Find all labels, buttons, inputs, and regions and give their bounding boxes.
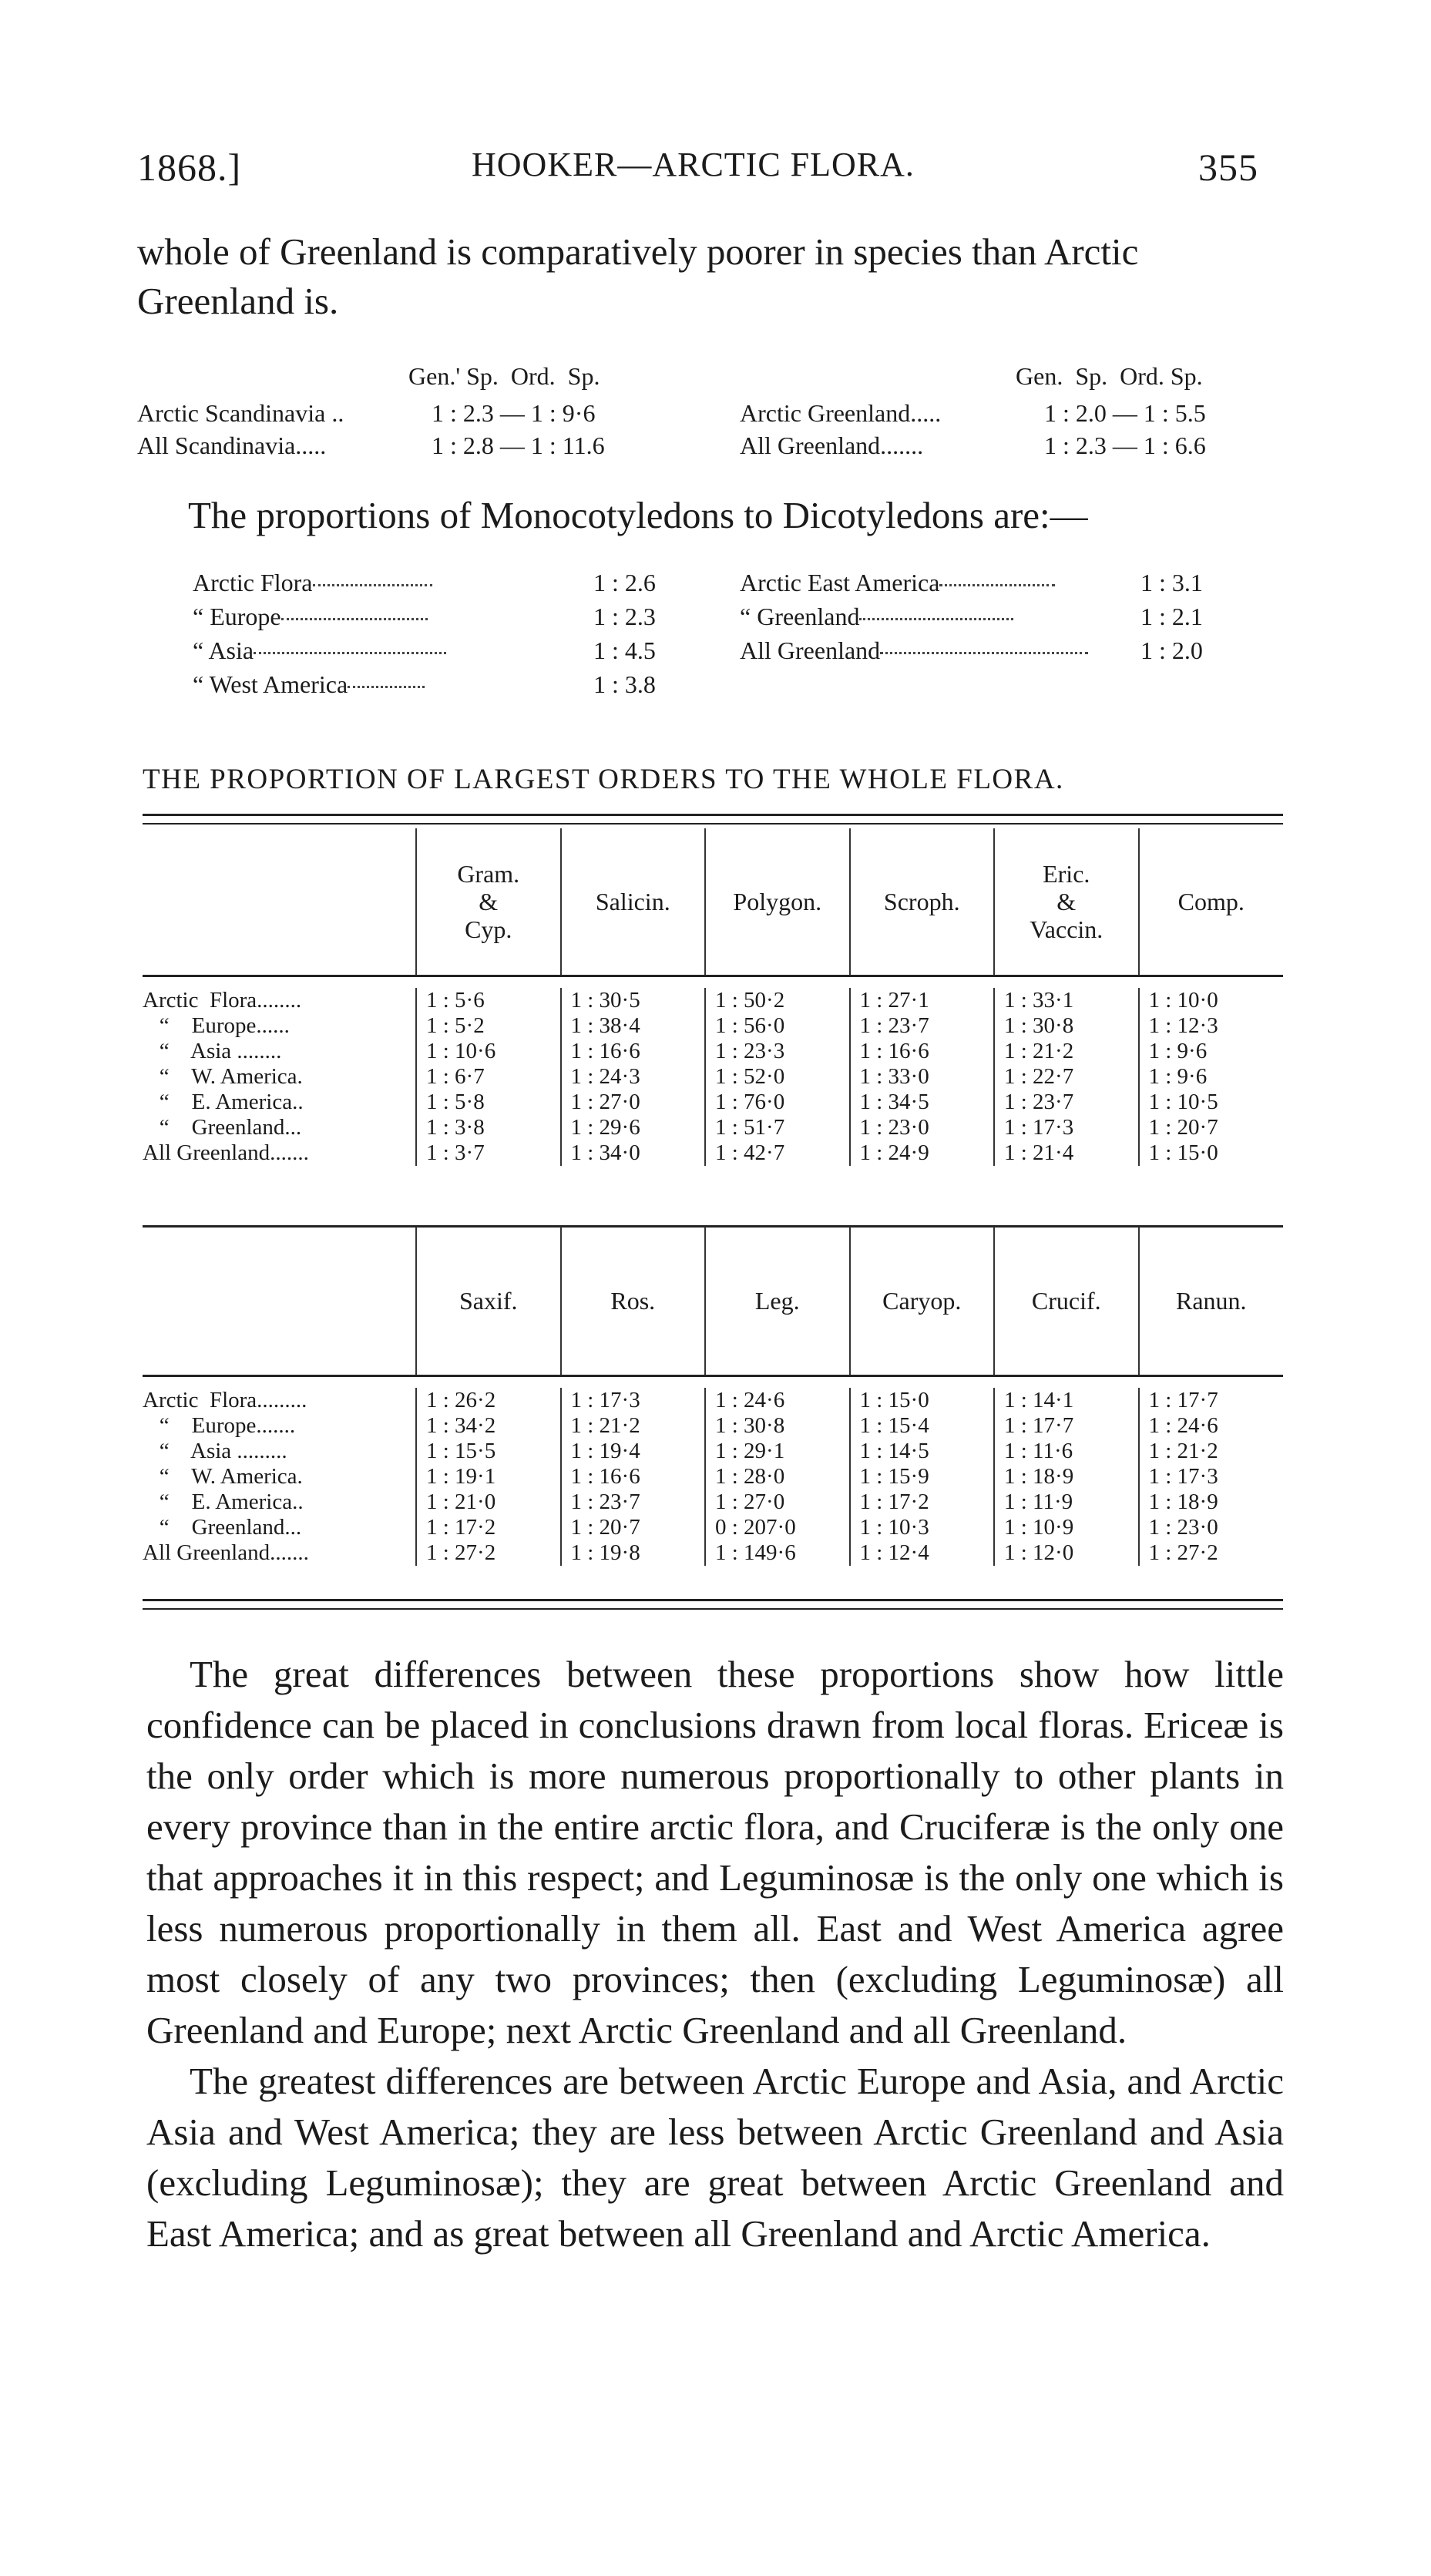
table-cell: 1 : 3·8 bbox=[416, 1115, 561, 1140]
table-cell: 1 : 33·1 bbox=[994, 988, 1139, 1013]
table-cell: 1 : 19·8 bbox=[561, 1540, 706, 1566]
table-cell: 1 : 17·7 bbox=[994, 1413, 1139, 1439]
paragraph-1: The great differences between these proportions show how little confidence can be placed in conclusions drawn from local floras. Ericeæ is the only order which is more numerous proportionally to other plants in every province than in the entire arctic flora, and Cruciferæ is the only one that approaches it in this respect; and Leguminosæ is the only one which is less numerous proportionally in them all. East and West America agree most closely of any two provinces; then (excluding Leguminosæ) all Greenland and Europe; next Arctic Greenland and all Greenland. bbox=[146, 1653, 1284, 2051]
row-label: Arctic Flora........ bbox=[143, 988, 302, 1013]
table-cell: 1 : 15·0 bbox=[850, 1388, 995, 1413]
table-row bbox=[143, 1490, 1283, 1515]
table-cell: 1 : 23·7 bbox=[561, 1490, 706, 1515]
paragraph-2: The greatest differences are between Arctic Europe and Asia, and Arctic Asia and West America; they are less between Arctic Greenland and Asia (excluding Leguminosæ); they are great between Arctic Greenland and East America; and as great between all Greenland and Arctic America. bbox=[146, 2060, 1284, 2255]
table-cell: 1 : 14·5 bbox=[850, 1439, 995, 1464]
mono-value: 1 : 2.6 bbox=[593, 569, 656, 596]
table-cell: 1 : 15·4 bbox=[850, 1413, 995, 1439]
table-cell: 1 : 29·1 bbox=[705, 1439, 850, 1464]
col-header-scroph: Scroph. bbox=[850, 828, 995, 976]
table-largest-orders-1 bbox=[143, 828, 1283, 1166]
table-cell: 1 : 21·2 bbox=[994, 1039, 1139, 1064]
mono-label: Arctic Flora bbox=[193, 569, 313, 596]
col-header-leg: Leg. bbox=[705, 1227, 850, 1376]
intro-line-2: Greenland is. bbox=[137, 280, 339, 322]
row-label: “ Greenland... bbox=[143, 1515, 302, 1540]
table-row bbox=[143, 1039, 1283, 1064]
table-cell: 1 : 30·8 bbox=[705, 1413, 850, 1439]
col-header-comp: Comp. bbox=[1139, 828, 1284, 976]
table-cell: 1 : 50·2 bbox=[705, 988, 850, 1013]
mono-label: All Greenland bbox=[740, 636, 881, 664]
table-cell: 1 : 9·6 bbox=[1139, 1039, 1284, 1064]
gen-right-value-2: 1 : 2.3 — 1 : 6.6 bbox=[1044, 432, 1206, 459]
col-header-gram-cyp: Gram. & Cyp. bbox=[416, 828, 561, 976]
mono-value: 1 : 2.1 bbox=[1140, 603, 1203, 630]
table-cell: 1 : 5·8 bbox=[416, 1090, 561, 1115]
table-cell: 1 : 38·4 bbox=[561, 1013, 706, 1039]
gen-left-label-2: All Scandinavia..... bbox=[137, 432, 327, 459]
table-cell: 1 : 12·0 bbox=[994, 1540, 1139, 1566]
table-row bbox=[143, 1439, 1283, 1464]
mono-left-row-4 bbox=[193, 670, 732, 699]
col-header-polygon: Polygon. bbox=[705, 828, 850, 976]
table-cell: 1 : 28·0 bbox=[705, 1464, 850, 1490]
table2-corner bbox=[143, 1227, 416, 1376]
table-cell: 1 : 23·7 bbox=[850, 1013, 995, 1039]
table-title: THE PROPORTION OF LARGEST ORDERS TO THE WHOLE FLORA. bbox=[143, 764, 1064, 795]
table-cell: 1 : 27·2 bbox=[416, 1540, 561, 1566]
table-row bbox=[143, 1413, 1283, 1439]
table-cell: 1 : 15·5 bbox=[416, 1439, 561, 1464]
col-header-ros: Ros. bbox=[561, 1227, 706, 1376]
gen-left-header: Gen.' Sp. Ord. Sp. bbox=[408, 362, 600, 390]
table2-bottom-rule bbox=[143, 1599, 1283, 1601]
table-cell: 1 : 17·7 bbox=[1139, 1388, 1284, 1413]
gen-left-label-1: Arctic Scandinavia .. bbox=[137, 399, 344, 427]
mono-label: “ West America bbox=[193, 670, 348, 698]
table-cell: 1 : 149·6 bbox=[705, 1540, 850, 1566]
table-row bbox=[143, 1115, 1283, 1140]
table-cell: 1 : 76·0 bbox=[705, 1090, 850, 1115]
table-cell: 1 : 20·7 bbox=[561, 1515, 706, 1540]
mono-right-row-3 bbox=[740, 636, 1279, 665]
table-cell: 1 : 10·9 bbox=[994, 1515, 1139, 1540]
gen-right-value-1: 1 : 2.0 — 1 : 5.5 bbox=[1044, 399, 1206, 427]
table-cell: 1 : 21·4 bbox=[994, 1140, 1139, 1166]
row-label: All Greenland....... bbox=[143, 1540, 309, 1565]
table-cell: 1 : 23·0 bbox=[1139, 1515, 1284, 1540]
table-cell: 1 : 17·2 bbox=[416, 1515, 561, 1540]
table-largest-orders-2 bbox=[143, 1227, 1283, 1566]
table1-header-row bbox=[143, 828, 1283, 976]
table-row bbox=[143, 1540, 1283, 1566]
mono-right-row-1 bbox=[740, 569, 1279, 597]
table-cell: 1 : 42·7 bbox=[705, 1140, 850, 1166]
gen-left-value-2: 1 : 2.8 — 1 : 11.6 bbox=[432, 432, 605, 459]
table-cell: 1 : 21·0 bbox=[416, 1490, 561, 1515]
header-year: 1868.] bbox=[137, 146, 242, 189]
header-title: HOOKER—ARCTIC FLORA. bbox=[472, 146, 915, 183]
gen-left-value-1: 1 : 2.3 — 1 : 9·6 bbox=[432, 399, 596, 427]
col-header-salicin: Salicin. bbox=[561, 828, 706, 976]
table-cell: 1 : 17·2 bbox=[850, 1490, 995, 1515]
col-header-crucif: Crucif. bbox=[994, 1227, 1139, 1376]
mono-label: Arctic East America bbox=[740, 569, 940, 596]
table-cell: 1 : 5·6 bbox=[416, 988, 561, 1013]
body-text bbox=[146, 1649, 1284, 2259]
table-cell: 1 : 12·4 bbox=[850, 1540, 995, 1566]
col-header-ranun: Ranun. bbox=[1139, 1227, 1284, 1376]
table-cell: 1 : 21·2 bbox=[561, 1413, 706, 1439]
table-cell: 1 : 34·2 bbox=[416, 1413, 561, 1439]
table-cell: 1 : 23·3 bbox=[705, 1039, 850, 1064]
table-cell: 1 : 27·0 bbox=[561, 1090, 706, 1115]
mono-label: “ Europe bbox=[193, 603, 281, 630]
page-number: 355 bbox=[1198, 146, 1258, 189]
table-cell: 1 : 26·2 bbox=[416, 1388, 561, 1413]
col-header-eric-vaccin: Eric. & Vaccin. bbox=[994, 828, 1139, 976]
table1-top-rule-inner bbox=[143, 823, 1283, 825]
table-cell: 1 : 6·7 bbox=[416, 1064, 561, 1090]
table-cell: 1 : 34·5 bbox=[850, 1090, 995, 1115]
table-row bbox=[143, 1515, 1283, 1540]
table-row bbox=[143, 1064, 1283, 1090]
table-cell: 1 : 23·7 bbox=[994, 1090, 1139, 1115]
table-cell: 1 : 11·9 bbox=[994, 1490, 1139, 1515]
table-cell: 1 : 10·5 bbox=[1139, 1090, 1284, 1115]
table-cell: 1 : 10·6 bbox=[416, 1039, 561, 1064]
table-cell: 1 : 30·5 bbox=[561, 988, 706, 1013]
row-label: All Greenland....... bbox=[143, 1140, 309, 1165]
table-cell: 1 : 18·9 bbox=[1139, 1490, 1284, 1515]
gen-right-label-2: All Greenland....... bbox=[740, 432, 924, 459]
col-header-caryop: Caryop. bbox=[850, 1227, 995, 1376]
row-label: “ Europe....... bbox=[143, 1413, 296, 1438]
table-cell: 1 : 24·9 bbox=[850, 1140, 995, 1166]
table-cell: 1 : 19·4 bbox=[561, 1439, 706, 1464]
mono-intro: The proportions of Monocotyledons to Dicotyledons are:— bbox=[188, 494, 1088, 536]
table-cell: 1 : 27·2 bbox=[1139, 1540, 1284, 1566]
mono-value: 1 : 2.3 bbox=[593, 603, 656, 630]
table2-header-row bbox=[143, 1227, 1283, 1376]
table-cell: 1 : 12·3 bbox=[1139, 1013, 1284, 1039]
table-cell: 1 : 24·6 bbox=[1139, 1413, 1284, 1439]
mono-label: “ Asia bbox=[193, 636, 254, 664]
table-cell: 1 : 18·9 bbox=[994, 1464, 1139, 1490]
mono-label: “ Greenland bbox=[740, 603, 860, 630]
mono-value: 1 : 3.1 bbox=[1140, 569, 1203, 596]
table-row bbox=[143, 1013, 1283, 1039]
table-cell: 1 : 17·3 bbox=[561, 1388, 706, 1413]
table-cell: 1 : 15·0 bbox=[1139, 1140, 1284, 1166]
table-cell: 1 : 16·6 bbox=[561, 1464, 706, 1490]
table1-corner bbox=[143, 828, 416, 976]
table-cell: 1 : 15·9 bbox=[850, 1464, 995, 1490]
row-label: “ Europe...... bbox=[143, 1013, 290, 1038]
table-cell: 1 : 5·2 bbox=[416, 1013, 561, 1039]
table-row bbox=[143, 1140, 1283, 1166]
row-label: “ Greenland... bbox=[143, 1115, 302, 1140]
intro-line-1: whole of Greenland is comparatively poorer in species than Arctic bbox=[137, 230, 1139, 273]
table-cell: 1 : 16·6 bbox=[850, 1039, 995, 1064]
table-row bbox=[143, 1090, 1283, 1115]
mono-left-row-2 bbox=[193, 603, 732, 631]
table-cell: 1 : 30·8 bbox=[994, 1013, 1139, 1039]
row-label: “ Asia ........ bbox=[143, 1039, 282, 1063]
table-cell: 1 : 10·3 bbox=[850, 1515, 995, 1540]
mono-left-row-3 bbox=[193, 636, 732, 665]
gen-right-label-1: Arctic Greenland..... bbox=[740, 399, 942, 427]
table-cell: 1 : 21·2 bbox=[1139, 1439, 1284, 1464]
mono-left-row-1 bbox=[193, 569, 656, 597]
mono-right-row-2 bbox=[740, 603, 1279, 631]
table-cell: 1 : 24·6 bbox=[705, 1388, 850, 1413]
mono-value: 1 : 3.8 bbox=[593, 670, 656, 698]
table-row bbox=[143, 1388, 1283, 1413]
table-row bbox=[143, 988, 1283, 1013]
mono-value: 1 : 4.5 bbox=[593, 636, 656, 664]
gen-right-header: Gen. Sp. Ord. Sp. bbox=[1016, 362, 1203, 390]
table2-bottom-rule-inner bbox=[143, 1608, 1283, 1610]
table-cell: 1 : 17·3 bbox=[1139, 1464, 1284, 1490]
row-label: “ E. America.. bbox=[143, 1090, 304, 1114]
table-cell: 1 : 24·3 bbox=[561, 1064, 706, 1090]
mono-value: 1 : 2.0 bbox=[1140, 636, 1203, 664]
table-cell: 1 : 52·0 bbox=[705, 1064, 850, 1090]
table-cell: 1 : 27·0 bbox=[705, 1490, 850, 1515]
table-cell: 1 : 22·7 bbox=[994, 1064, 1139, 1090]
row-label: “ W. America. bbox=[143, 1464, 303, 1489]
col-header-saxif: Saxif. bbox=[416, 1227, 561, 1376]
table-cell: 1 : 9·6 bbox=[1139, 1064, 1284, 1090]
table-cell: 1 : 51·7 bbox=[705, 1115, 850, 1140]
table-cell: 1 : 33·0 bbox=[850, 1064, 995, 1090]
table-cell: 1 : 3·7 bbox=[416, 1140, 561, 1166]
table-cell: 1 : 16·6 bbox=[561, 1039, 706, 1064]
table1-top-rule bbox=[143, 814, 1283, 816]
table-cell: 1 : 14·1 bbox=[994, 1388, 1139, 1413]
table-cell: 1 : 19·1 bbox=[416, 1464, 561, 1490]
table-cell: 1 : 34·0 bbox=[561, 1140, 706, 1166]
table-cell: 1 : 56·0 bbox=[705, 1013, 850, 1039]
table-cell: 1 : 27·1 bbox=[850, 988, 995, 1013]
table-cell: 1 : 10·0 bbox=[1139, 988, 1284, 1013]
row-label: “ E. America.. bbox=[143, 1490, 304, 1514]
table-cell: 1 : 23·0 bbox=[850, 1115, 995, 1140]
table-cell: 1 : 29·6 bbox=[561, 1115, 706, 1140]
row-label: Arctic Flora......... bbox=[143, 1388, 307, 1412]
table-cell: 1 : 17·3 bbox=[994, 1115, 1139, 1140]
table-cell: 0 : 207·0 bbox=[705, 1515, 850, 1540]
table-cell: 1 : 20·7 bbox=[1139, 1115, 1284, 1140]
row-label: “ W. America. bbox=[143, 1064, 303, 1089]
table-row bbox=[143, 1464, 1283, 1490]
table-cell: 1 : 11·6 bbox=[994, 1439, 1139, 1464]
row-label: “ Asia ......... bbox=[143, 1439, 287, 1463]
